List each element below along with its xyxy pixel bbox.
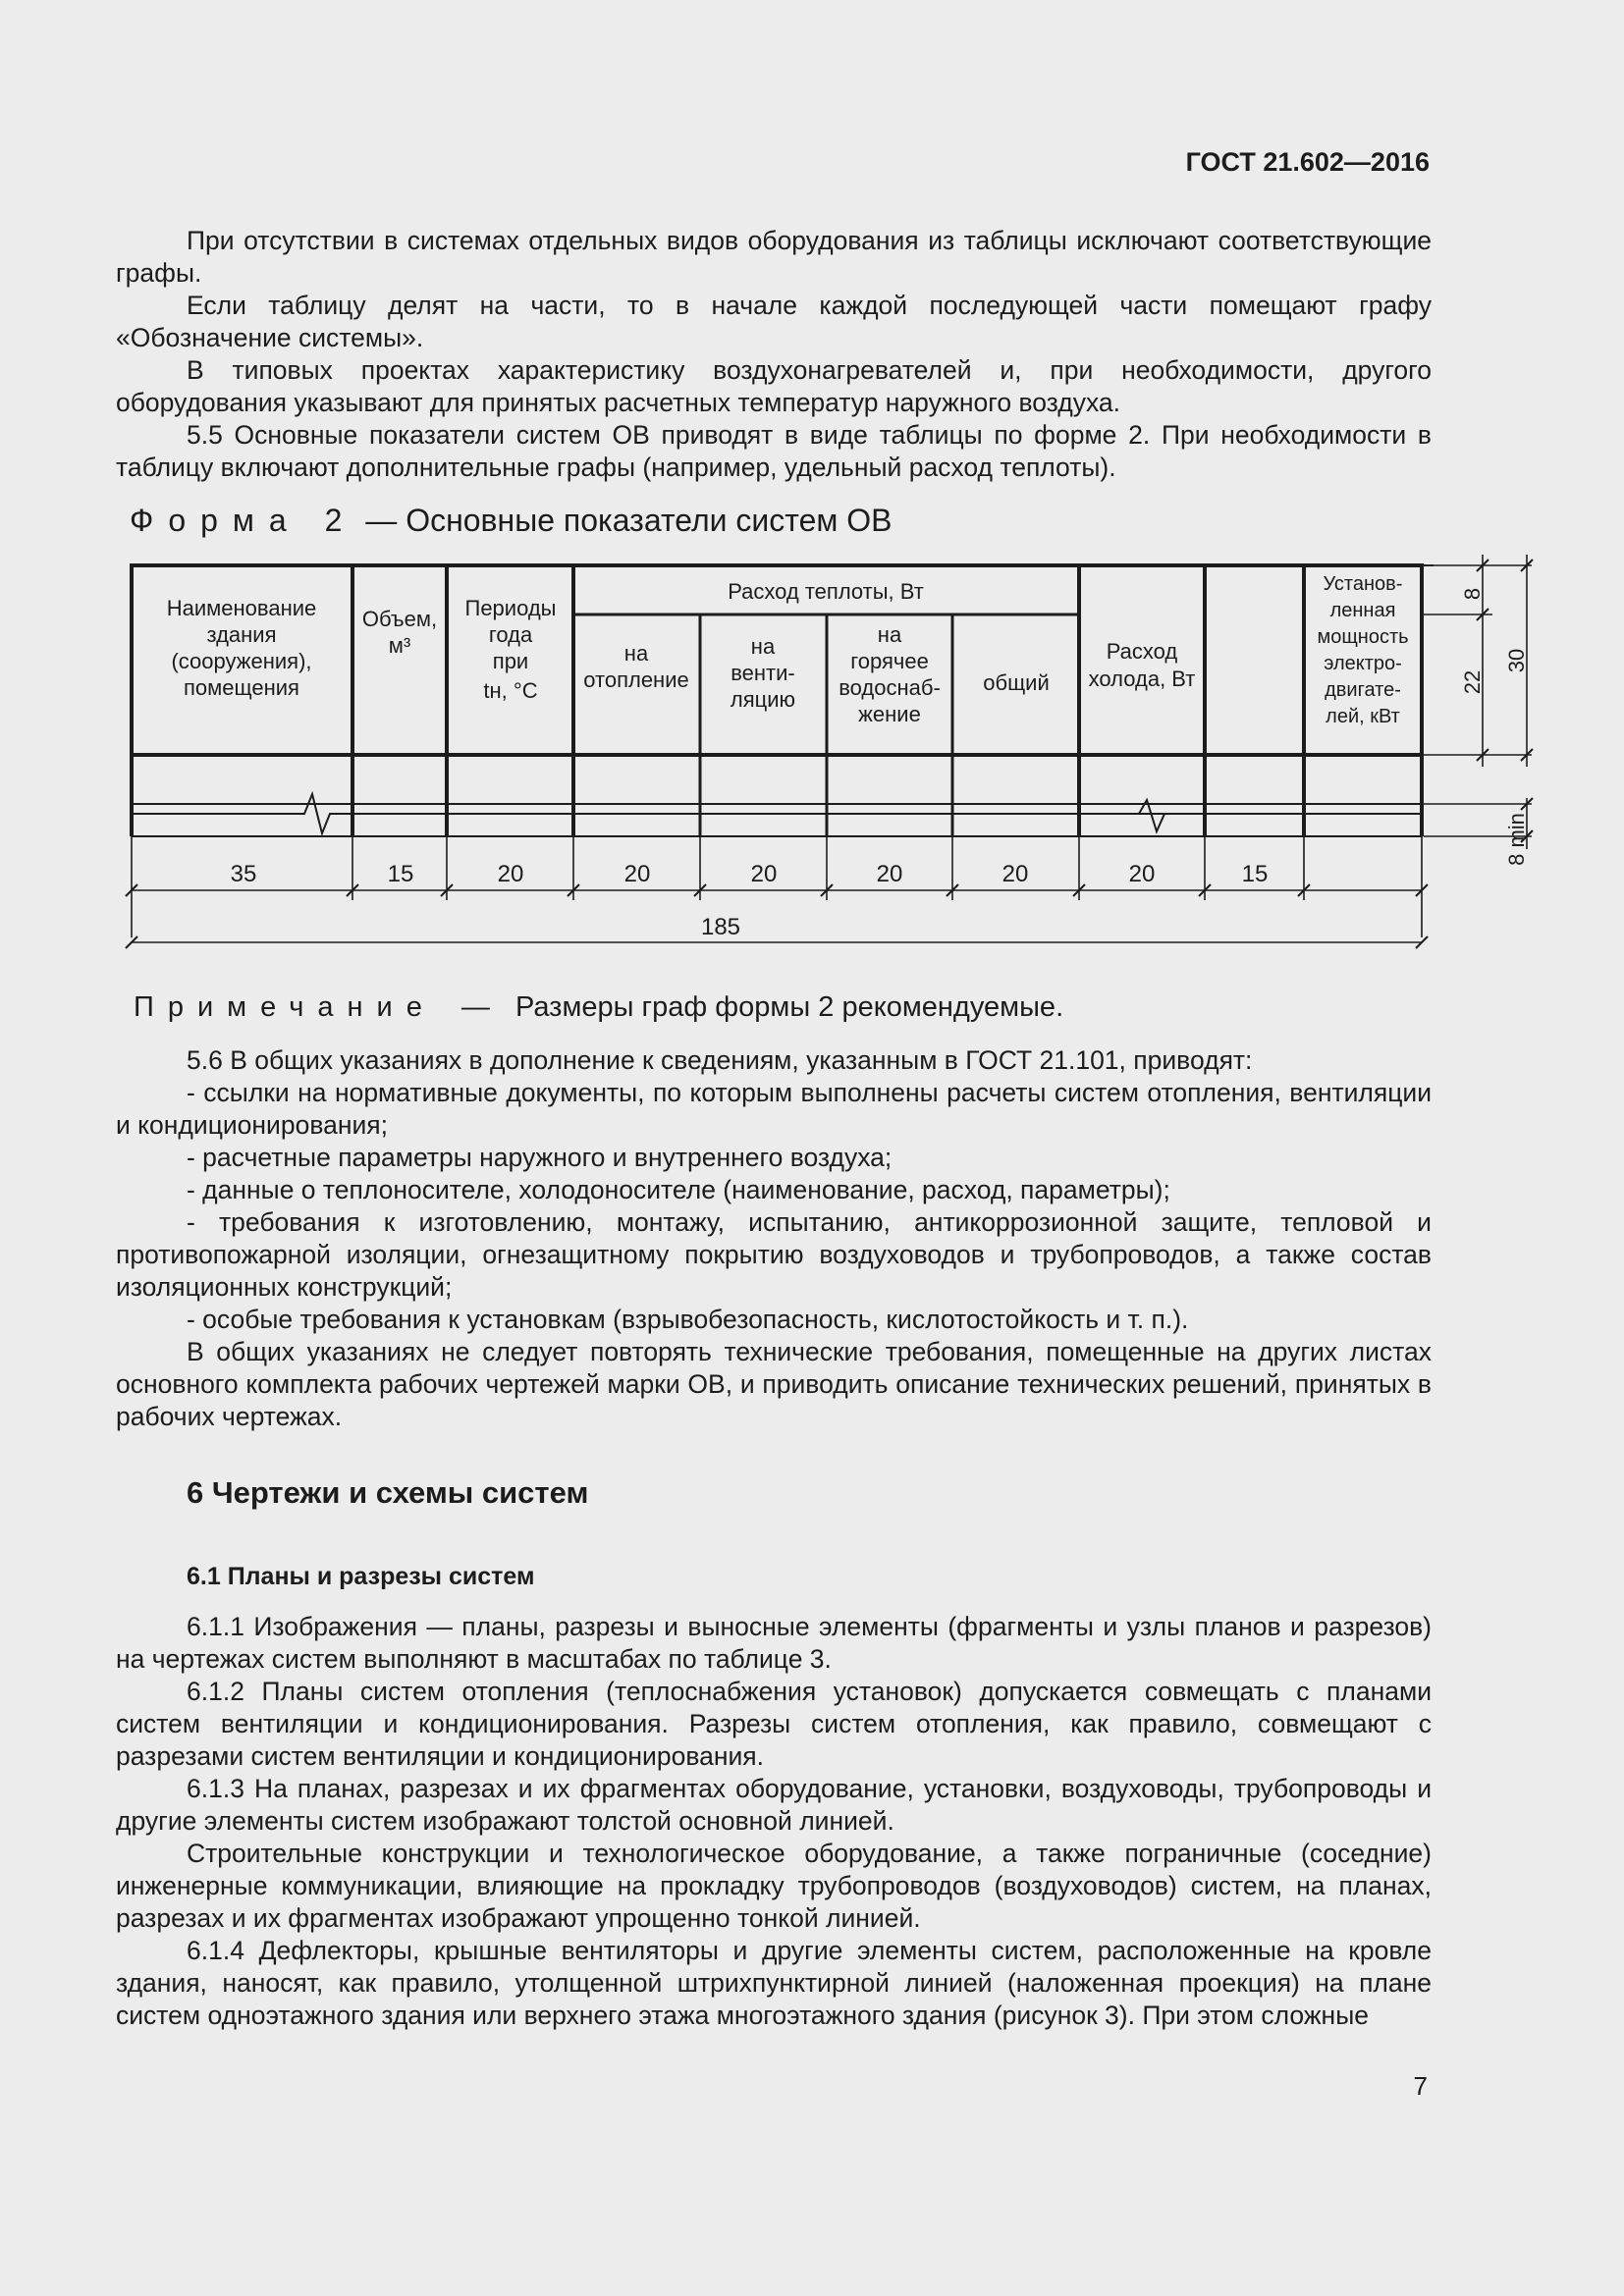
header-period: Периоды года при tн, °С [464,596,557,703]
note-label: Примечание [134,991,436,1023]
paragraph: Строительные конструкции и технологическое оборудование, а также пограничные (соседние) инженерные коммуникации, влияющие на прокладку трубопроводов (воздуховодов) систем, на планах, разрезах и их фрагментах изображают упрощенно тонкой линией. [116,1839,1432,1933]
dim-total: 185 [700,914,741,940]
paragraph: При отсутствии в системах отдельных видов оборудования из таблицы исключают соответствующие графы. [116,226,1432,288]
form-2-table [118,555,1529,967]
header-total: общий [983,670,1050,695]
paragraph: 5.5 Основные показатели систем ОВ приводят в виде таблицы по форме 2. При необходимости в таблицу включают дополнительные графы (например, удельный расход теплоты). [116,420,1432,482]
dim-row-header: 22 [1460,669,1485,695]
paragraph: 6.1.3 На планах, разрезах и их фрагментах оборудование, установки, воздуховоды, трубопроводы и другие элементы систем изображают толстой основной линией. [116,1774,1432,1836]
note-dash: — [460,991,490,1023]
header-hot-water: на горячее водоснаб-жение [839,622,941,726]
header-heat-group: Расход теплоты, Вт [728,579,924,604]
header-heating: на отопление [583,641,689,692]
dim-col-9: 15 [1241,861,1269,887]
dim-col-5: 20 [750,861,778,887]
form-dash: — [365,503,398,538]
list-item: - особые требования к установкам (взрывобезопасность, кислотостойкость и т. п.). [187,1305,1189,1334]
section-5-6 [116,1044,1432,1433]
header-ventilation: на венти-ляцию [730,634,796,712]
paragraph: 6.1.1 Изображения — планы, разрезы и выносные элементы (фрагменты и узлы планов и разрезов) на чертежах систем выполняют в масштабах по таблице 3. [116,1612,1432,1674]
form-title [130,499,893,542]
form-note [134,988,1063,1027]
paragraph: В типовых проектах характеристику воздухонагревателей и, при необходимости, другого оборудования указывают для принятых расчетных температур наружного воздуха. [116,355,1432,417]
paragraph: 6.1.4 Дефлекторы, крышные вентиляторы и другие элементы систем, расположенные на кровле здания, наносят, как правило, утолщенной штрихпунктирной линией (наложенная проекция) на плане систем одноэтажного здания или верхнего этажа многоэтажного здания (рисунок 3). При этом сложные [116,1936,1432,2030]
section-6-1-heading: 6.1 Планы и разрезы систем [187,1563,535,1590]
dim-col-7: 20 [1001,861,1029,887]
list-item: - ссылки на нормативные документы, по которым выполнены расчеты систем отопления, вентиляции и кондиционирования; [116,1078,1432,1140]
paragraph: Если таблицу делят на части, то в начале каждой последующей части помещают графу «Обозначение системы». [116,291,1432,352]
break-line [132,794,1422,833]
form-label: Форма 2 [130,503,357,538]
dim-col-8: 20 [1128,861,1156,887]
list-item: - данные о теплоносителе, холодоносителе (наименование, расход, параметры); [187,1175,1170,1204]
intro-text [116,225,1432,484]
paragraph: 6.1.2 Планы систем отопления (теплоснабжения установок) допускается совмещать с планами систем вентиляции и кондиционирования. Разрезы систем отопления, как правило, совмещают с разрезами систем вентиляции и кондиционирования. [116,1677,1432,1771]
header-volume: Объем, м³ [361,607,438,658]
form-title-text: Основные показатели систем ОВ [406,503,893,538]
header-power: Установ-ленная мощность электро-двигате-лей, кВт [1317,573,1409,727]
dim-row-min: 8 min [1504,813,1529,866]
dim-col-1: 35 [230,861,257,887]
header-cold: Расход холода, Вт [1088,639,1196,691]
dim-col-2: 15 [387,861,414,887]
dim-row-top: 8 [1460,587,1485,601]
document-code: ГОСТ 21.602—2016 [1185,147,1430,177]
list-item: - расчетные параметры наружного и внутреннего воздуха; [187,1143,893,1172]
section-6-1 [116,1611,1432,2032]
dim-col-6: 20 [876,861,903,887]
header-name: Наименование здания (сооружения), помещения [166,596,317,700]
paragraph: 5.6 В общих указаниях в дополнение к сведениям, указанным в ГОСТ 21.101, приводят: [187,1045,1253,1075]
section-6-heading: 6 Чертежи и схемы систем [187,1475,589,1510]
dim-col-3: 20 [497,861,524,887]
dim-col-4: 20 [623,861,651,887]
list-item: - требования к изготовлению, монтажу, испытанию, антикоррозионной защите, тепловой и противопожарной изоляции, огнезащитному покрытию воздуховодов и трубопроводов, а также состав изоляционных конструкций; [116,1207,1432,1302]
dim-row-total: 30 [1504,648,1529,673]
note-text: Размеры граф формы 2 рекомендуемые. [514,991,1064,1023]
paragraph: В общих указаниях не следует повторять технические требования, помещенные на других листах основного комплекта рабочих чертежей марки ОВ, и приводить описание технических решений, принятых в рабочих чертежах. [116,1337,1432,1431]
page-number: 7 [1413,2071,1428,2101]
